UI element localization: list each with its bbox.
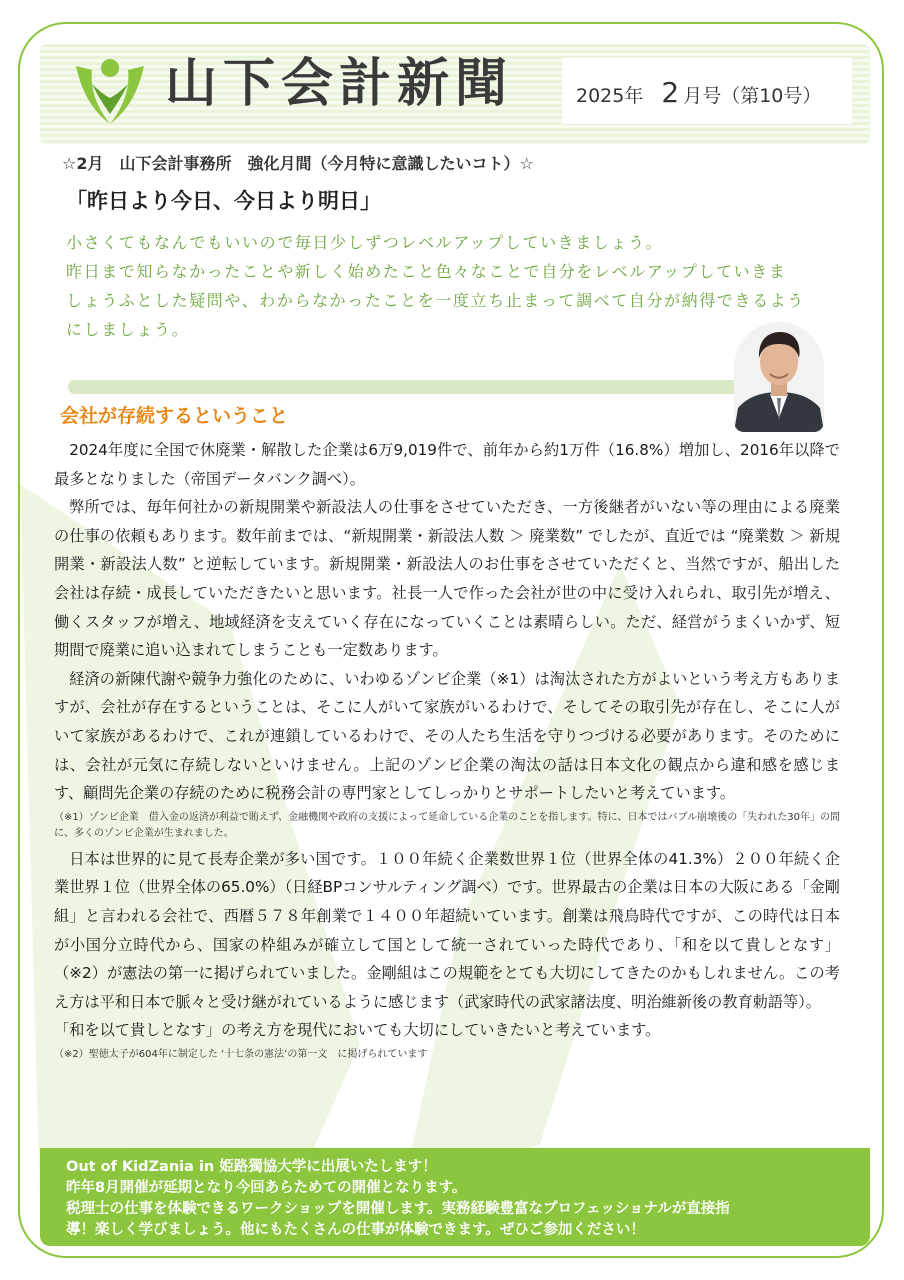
newsletter-title: 山下会計新聞: [165, 54, 514, 114]
article-body: [54, 436, 840, 1066]
issue-suffix: 月号（第10号）: [683, 85, 822, 107]
footnote-constitution: （※2）聖徳太子が604年に制定した ‘十七条の憲法’の第一文 に掲げられています: [54, 1048, 428, 1060]
issue-label: [576, 76, 821, 113]
banner-line: Out of KidZania in 姫路獨協大学に出展いたします！: [66, 1159, 437, 1175]
motto-line: 小さくてもなんでもいいので毎日少しずつレベルアップしていきましょう。: [66, 233, 664, 252]
monthly-motto: 「昨日より今日、今日より明日」: [66, 189, 381, 213]
article-paragraph: 2024年度に全国で休廃業・解散した企業は6万9,019件で、前年から約1万件（16.8%）増加し、2016年以降で最多となりました（帝国データバンク調べ）。: [54, 441, 840, 488]
banner-line: 昨年8月開催が延期となり今回あらためての開催となります。: [66, 1180, 467, 1196]
author-portrait: [734, 322, 824, 432]
section-divider: [68, 380, 748, 394]
issue-year: 2025年: [576, 85, 644, 107]
event-banner: [40, 1148, 870, 1246]
banner-line: 税理士の仕事を体験できるワークショップを開催します。実務経験豊富なプロフェッショナルが直接指: [66, 1201, 730, 1217]
article-title: 会社が存続するということ: [60, 405, 289, 427]
focus-heading: ☆2月 山下会計事務所 強化月間（今月特に意識したいコト）☆: [62, 154, 534, 173]
motto-description: [66, 228, 846, 344]
yamashita-logo-icon: [72, 56, 148, 128]
footnote-zombie-company: （※1）ゾンビ企業 借入金の返済が利益で賄えず、金融機関や政府の支援によって延命している企業のことを指します。特に、日本ではバブル崩壊後の「失われた30年」の間に、多くのゾンビ企業が生まれました。: [54, 811, 840, 839]
article-paragraph: 経済の新陳代謝や競争力強化のために、いわゆるゾンビ企業（※1）は淘汰された方がよいという考え方もありますが、会社が存在するということは、そこに人がいて家族がいるわけで、そしてその取引先が存在し、そこに人がいて家族があるわけで、これが連鎖しているわけで、その人たち生活を守りつづける必要があります。そのためには、会社が元気に存続しないといけません。上記のゾンビ企業の淘汰の話は日本文化の観点から違和感を感じます、顧問先企業の存続のために税務会計の専門家としてしっかりとサポートしたいと考えています。: [54, 669, 840, 803]
motto-line: しょうふとした疑問や、わからなかったことを一度立ち止まって調べて自分が納得できるよう: [66, 291, 805, 310]
article-paragraph: 弊所では、毎年何社かの新規開業や新設法人の仕事をさせていただき、一方後継者がいない等の理由による廃業の仕事の依頼もあります。数年前までは、“新規開業・新設法人数 ＞ 廃業数” でしたが、直近では “廃業数 ＞ 新規開業・新設法人数” と逆転しています。新規開業・新設法人のお仕事をさせていただくと、当然ですが、船出した会社は存続・成長していただきたいと思います。社長一人で作った会社が世の中に受け入れられ、取引先が増え、働くスタッフが増え、地域経済を支えていく存在になっていくことは素晴らしい。ただ、経営がうまくいかず、短期間で廃業に追い込まれてしまうことも一定数あります。: [54, 498, 840, 660]
motto-line: にしましょう。: [66, 320, 190, 339]
issue-month: 2: [661, 76, 680, 109]
banner-line: 導！楽しく学びましょう。他にもたくさんの仕事が体験できます。ぜひご参加ください！: [66, 1222, 645, 1238]
article-paragraph: 「和を以て貴しとなす」の考え方を現代においても大切にしていきたいと考えています。: [54, 1021, 661, 1040]
motto-line: 昨日まで知らなかったことや新しく始めたこと色々なことで自分をレベルアップしていきま: [66, 262, 787, 281]
article-paragraph: 日本は世界的に見て長寿企業が多い国です。１００年続く企業数世界１位（世界全体の41.3%）２００年続く企業世界１位（世界全体の65.0%）（日経BPコンサルティング調べ）です。世界最古の企業は日本の大阪にある「金剛組」と言われる会社で、西暦５７８年創業で１４００年超続いています。創業は飛鳥時代ですが、この時代は日本が小国分立時代から、国家の枠組みが確立して国として統一されていった時代であり、「和を以て貴しとなす」（※2）が憲法の第一に掲げられていました。金剛組はこの規範をとても大切にしてきたのかもしれません。この考え方は平和日本で脈々と受け継がれているように感じます（武家時代の武家諸法度、明治維新後の教育勅語等）。: [54, 849, 840, 1011]
